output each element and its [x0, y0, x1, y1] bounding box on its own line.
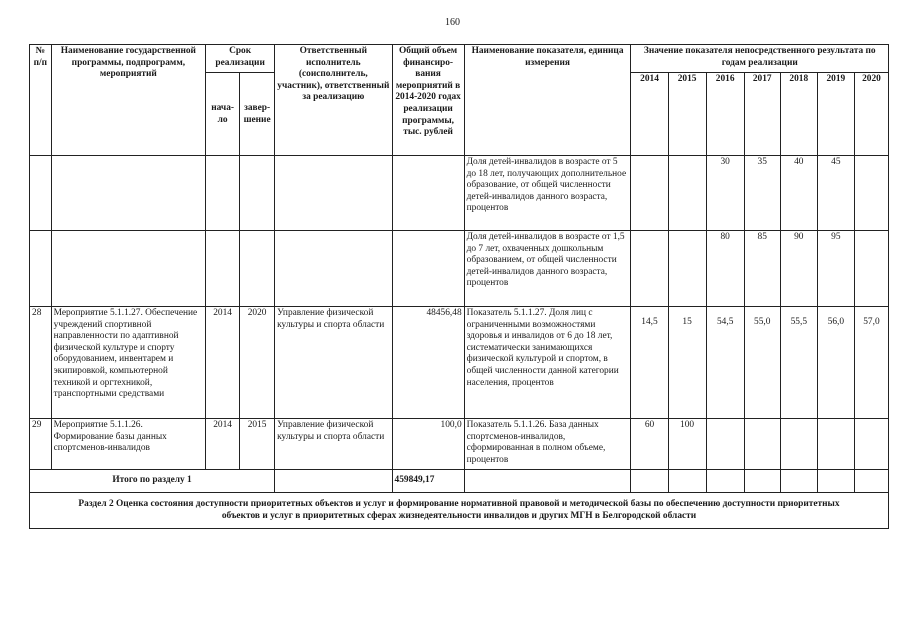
- row-value: [854, 231, 888, 307]
- header-year: 2020: [854, 73, 888, 156]
- table-row: [30, 231, 889, 307]
- row-value: [854, 156, 888, 231]
- total-empty: [631, 470, 668, 493]
- row-start: 2014: [206, 307, 240, 419]
- row-start: [206, 156, 240, 231]
- row-indicator: Показатель 5.1.1.27. Доля лиц с ограниченными возможностями здоровья и инвалидов от 6 до 18 лет, систематически занимающихся физической культурой и спортом, в общей численности данной категории населения, процентов: [464, 307, 631, 419]
- header-row: [30, 45, 889, 73]
- header-year: 2019: [817, 73, 854, 156]
- row-value: [668, 156, 706, 231]
- header-funding: Общий объем финансиро-вания мероприятий в 2014-2020 годах реализации программы, тыс. рублей: [392, 45, 464, 156]
- row-indicator: Показатель 5.1.1.26. База данных спортсменов-инвалидов, сформированная в полном объеме, процентов: [464, 419, 631, 470]
- row-end: [240, 156, 275, 231]
- row-value: [706, 419, 744, 470]
- row-num: 29: [30, 419, 52, 470]
- row-indicator: Доля детей-инвалидов в возрасте от 5 до 18 лет, получающих дополнительное образование, от общей численности детей-инвалидов данного возраста, процентов: [464, 156, 631, 231]
- row-value: 45: [817, 156, 854, 231]
- header-year: 2017: [744, 73, 780, 156]
- header-year: 2014: [631, 73, 668, 156]
- row-funding: 48456,48: [392, 307, 464, 419]
- page-number: 160: [445, 17, 460, 28]
- row-funding: 100,0: [392, 419, 464, 470]
- row-indicator: Доля детей-инвалидов в возрасте от 1,5 до 7 лет, охваченных дошкольным образованием, от общей численности детей-инвалидов данного возраста, процентов: [464, 231, 631, 307]
- total-amount: 459849,17: [392, 470, 464, 493]
- total-row: [30, 470, 889, 493]
- row-value: 100: [668, 419, 706, 470]
- total-empty: [780, 470, 817, 493]
- total-empty: [275, 470, 392, 493]
- row-value: 55,0: [744, 307, 780, 419]
- total-empty: [854, 470, 888, 493]
- header-year: 2018: [780, 73, 817, 156]
- row-num: 28: [30, 307, 52, 419]
- row-value: 60: [631, 419, 668, 470]
- row-funding: [392, 231, 464, 307]
- header-name: Наименование государственной программы, подпрограмм, мероприятий: [51, 45, 205, 156]
- row-value: 90: [780, 231, 817, 307]
- row-value: 95: [817, 231, 854, 307]
- section-title: Раздел 2 Оценка состояния доступности приоритетных объектов и услуг и формирование нормативной правовой и методической базы по обеспечению доступности приоритетных объектов и услуг в приоритетных сферах жизнедеятельности инвалидов и других МГН в Белгородской области: [30, 493, 889, 529]
- row-value: 56,0: [817, 307, 854, 419]
- row-value: [817, 419, 854, 470]
- row-end: [240, 231, 275, 307]
- header-num: № п/п: [30, 45, 52, 156]
- row-value: [744, 419, 780, 470]
- row-num: [30, 231, 52, 307]
- table-row: [30, 419, 889, 470]
- row-value: 40: [780, 156, 817, 231]
- row-value: 15: [668, 307, 706, 419]
- row-value: 35: [744, 156, 780, 231]
- row-value: 55,5: [780, 307, 817, 419]
- header-indicator: Наименование показателя, единица измерения: [464, 45, 631, 156]
- row-value: 80: [706, 231, 744, 307]
- row-value: [631, 156, 668, 231]
- total-empty: [464, 470, 631, 493]
- row-name: Мероприятие 5.1.1.26. Формирование базы данных спортсменов-инвалидов: [51, 419, 205, 470]
- total-empty: [744, 470, 780, 493]
- row-value: 30: [706, 156, 744, 231]
- header-end: завер-шение: [240, 73, 275, 156]
- row-start: 2014: [206, 419, 240, 470]
- header-values: Значение показателя непосредственного результата по годам реализации: [631, 45, 889, 73]
- header-year: 2015: [668, 73, 706, 156]
- row-responsible: [275, 231, 392, 307]
- row-responsible: Управление физической культуры и спорта области: [275, 307, 392, 419]
- header-start: нача-ло: [206, 73, 240, 156]
- row-value: 54,5: [706, 307, 744, 419]
- total-label: Итого по разделу 1: [30, 470, 275, 493]
- row-start: [206, 231, 240, 307]
- section-row: [30, 493, 889, 529]
- row-responsible: [275, 156, 392, 231]
- row-value: 57,0: [854, 307, 888, 419]
- total-empty: [668, 470, 706, 493]
- header-period: Срок реализации: [206, 45, 275, 73]
- table-row: [30, 307, 889, 419]
- row-name: Мероприятие 5.1.1.27. Обеспечение учреждений спортивной направленности по адаптивной физической культуре и спорту оборудованием, инвентарем и экипировкой, компьютерной техникой и оргтехникой, транспортными средствами: [51, 307, 205, 419]
- row-value: [668, 231, 706, 307]
- row-value: 85: [744, 231, 780, 307]
- row-end: 2015: [240, 419, 275, 470]
- row-num: [30, 156, 52, 231]
- row-responsible: Управление физической культуры и спорта области: [275, 419, 392, 470]
- header-year: 2016: [706, 73, 744, 156]
- total-empty: [706, 470, 744, 493]
- row-name: [51, 156, 205, 231]
- row-name: [51, 231, 205, 307]
- total-empty: [817, 470, 854, 493]
- header-responsible: Ответственный исполнитель (соисполнитель, участник), ответственный за реализацию: [275, 45, 392, 156]
- row-value: 14,5: [631, 307, 668, 419]
- row-funding: [392, 156, 464, 231]
- row-value: [780, 419, 817, 470]
- program-table: [29, 44, 889, 529]
- table-row: [30, 156, 889, 231]
- row-value: [631, 231, 668, 307]
- row-value: [854, 419, 888, 470]
- row-end: 2020: [240, 307, 275, 419]
